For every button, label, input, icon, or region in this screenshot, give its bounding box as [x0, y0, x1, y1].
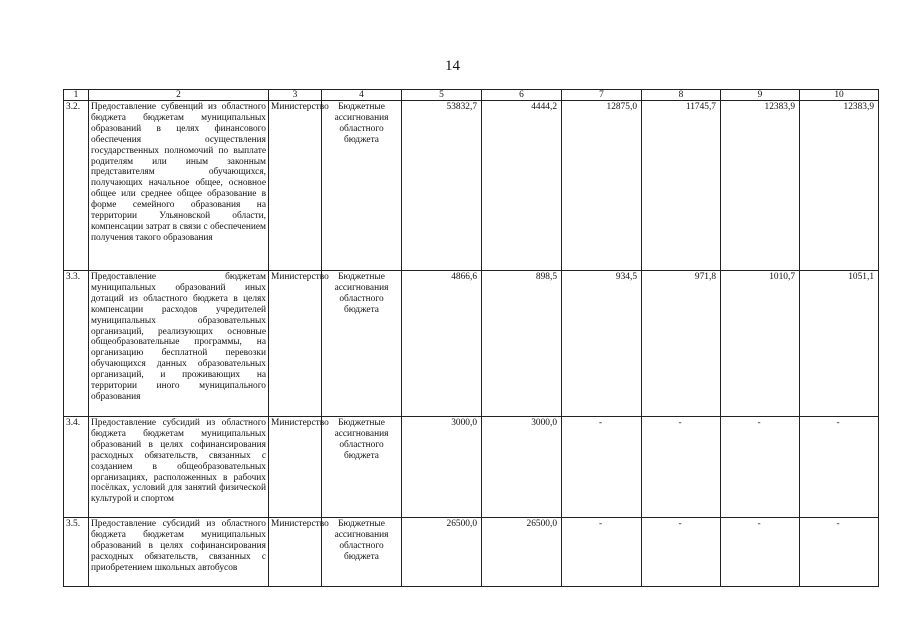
value-cell: 12875,0: [562, 101, 642, 271]
value-cell: 3000,0: [402, 417, 482, 518]
value-cell: -: [721, 518, 800, 587]
value-cell: 898,5: [482, 271, 562, 417]
value-cell: -: [721, 417, 800, 518]
executor: Министерство: [269, 417, 322, 518]
table-row: [64, 271, 879, 417]
funding-source: Бюджетные ассигнования областного бюджета: [322, 271, 402, 417]
budget-table: [63, 89, 879, 587]
column-header: 4: [322, 90, 402, 101]
measure-description: Предоставление бюджетам муниципальных образований иных дотаций из областного бюджета в целях компенсации расходов учредителей муниципальных образовательных организаций, реализующих основные общеобразовательные программы, на организацию бесплатной перевозки обучающихся данных образовательных организаций, и проживающих на территории иного муниципального образования: [89, 271, 269, 417]
value-cell: 971,8: [642, 271, 721, 417]
value-cell: 3000,0: [482, 417, 562, 518]
value-cell: -: [800, 417, 879, 518]
value-cell: 1010,7: [721, 271, 800, 417]
table-row: [64, 417, 879, 518]
column-header: 3: [269, 90, 322, 101]
column-header: 7: [562, 90, 642, 101]
executor: Министерство: [269, 271, 322, 417]
value-cell: -: [642, 518, 721, 587]
column-header: 1: [64, 90, 89, 101]
funding-source: Бюджетные ассигнования областного бюджета: [322, 518, 402, 587]
value-cell: 12383,9: [721, 101, 800, 271]
value-cell: 934,5: [562, 271, 642, 417]
column-header: 6: [482, 90, 562, 101]
value-cell: 26500,0: [402, 518, 482, 587]
table-header-row: [64, 90, 879, 101]
column-header: 9: [721, 90, 800, 101]
executor: Министерство: [269, 101, 322, 271]
column-header: 2: [89, 90, 269, 101]
value-cell: 1051,1: [800, 271, 879, 417]
row-number: 3.2.: [64, 101, 89, 271]
value-cell: 12383,9: [800, 101, 879, 271]
measure-description: Предоставление субсидий из областного бюджета бюджетам муниципальных образований в целях софинансирования расходных обязательств, связанных с приобретением школьных автобусов: [89, 518, 269, 587]
measure-description: Предоставление субсидий из областного бюджета бюджетам муниципальных образований в целях софинансирования расходных обязательств, связанных с созданием в общеобразовательных организациях, расположенных в рабочих посёлках, условий для занятий физической культурой и спортом: [89, 417, 269, 518]
value-cell: -: [800, 518, 879, 587]
column-header: 10: [800, 90, 879, 101]
measure-description: Предоставление субвенций из областного бюджета бюджетам муниципальных образований в целях финансового обеспечения осуществления государственных полномочий по выплате родителям или иным законным представителям обучающихся, получающих начальное общее, основное общее или среднее общее образование в форме семейного образования на территории Ульяновской области, компенсации затрат в связи с обеспечением получения такого образования: [89, 101, 269, 271]
value-cell: 4866,6: [402, 271, 482, 417]
value-cell: 11745,7: [642, 101, 721, 271]
executor: Министерство: [269, 518, 322, 587]
value-cell: -: [562, 417, 642, 518]
page-number: 14: [445, 58, 460, 74]
table-row: [64, 518, 879, 587]
column-header: 8: [642, 90, 721, 101]
funding-source: Бюджетные ассигнования областного бюджета: [322, 101, 402, 271]
value-cell: 26500,0: [482, 518, 562, 587]
row-number: 3.4.: [64, 417, 89, 518]
table-row: [64, 101, 879, 271]
value-cell: 53832,7: [402, 101, 482, 271]
row-number: 3.5.: [64, 518, 89, 587]
row-number: 3.3.: [64, 271, 89, 417]
value-cell: -: [562, 518, 642, 587]
funding-source: Бюджетные ассигнования областного бюджета: [322, 417, 402, 518]
value-cell: -: [642, 417, 721, 518]
value-cell: 4444,2: [482, 101, 562, 271]
column-header: 5: [402, 90, 482, 101]
